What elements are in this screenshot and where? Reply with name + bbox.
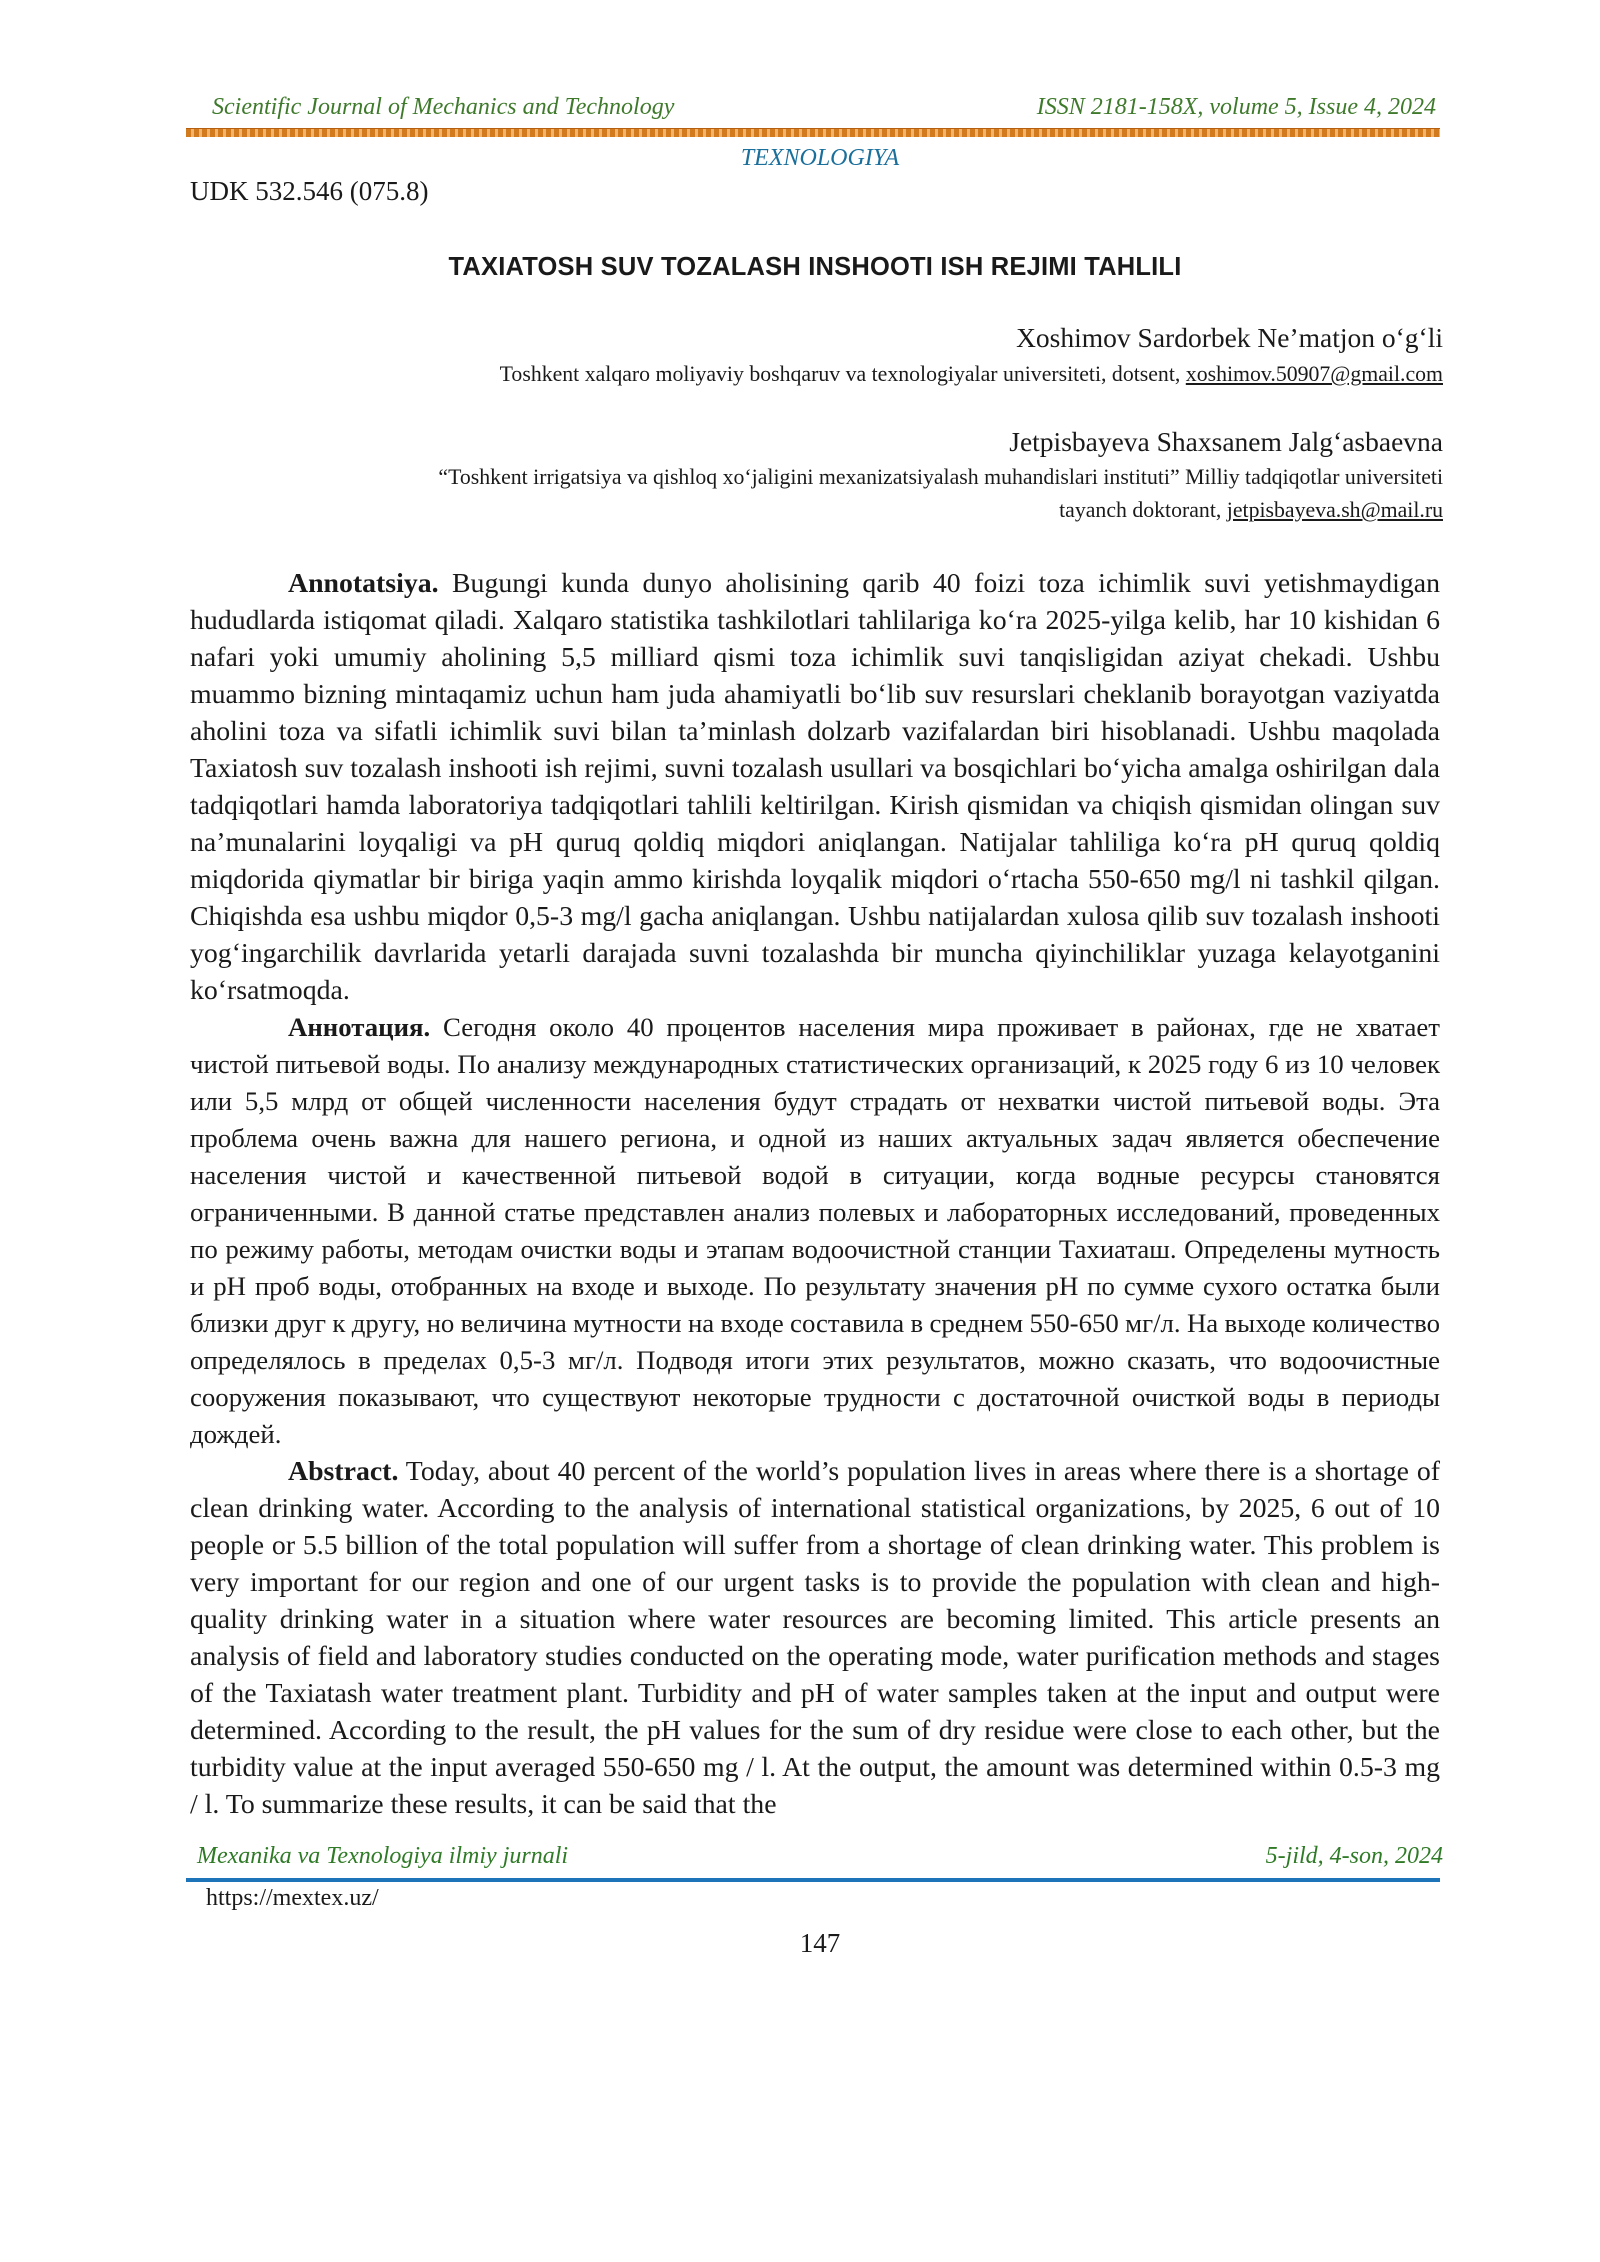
abstract-english [190, 1453, 1440, 1823]
abstract-text: Bugungi kunda dunyo aholisining qarib 40 foizi toza ichimlik suvi yetishmaydigan hududlarda istiqomat qiladi. Xalqaro statistika tashkilotlari tahlilariga ko‘ra 2025-yilga kelib, har 10 kishidan 6 nafari yoki umumiy aholining 5,5 milliard qismi toza ichimlik suvi tanqisligidan aziyat chekadi. Ushbu muammo bizning mintaqamiz uchun ham juda ahamiyatli bo‘lib suv resurslari cheklanib borayotgan vaziyatda aholini toza va sifatli ichimlik suvi bilan ta’minlash dolzarb vazifalardan biri hisoblanadi. Ushbu maqolada Taxiatosh suv tozalash inshooti ish rejimi, suvni tozalash usullari va bosqichlari bo‘yicha amalga oshirilgan dala tadqiqotlari hamda laboratoriya tadqiqotlari tahlili keltirilgan. Kirish qismidan va chiqish qismidan olingan suv na’munalarini loyqaligi va pH quruq qoldiq miqdori aniqlangan. Natijalar tahliliga ko‘ra pH quruq qoldiq miqdorida qiymatlar bir biriga yaqin ammo kirishda loyqalik miqdori o‘rtacha 550-650 mg/l ni tashkil qilgan. Chiqishda esa ushbu miqdor 0,5-3 mg/l gacha aniqlangan. Ushbu natijalardan xulosa qilib suv tozalash inshooti yog‘ingarchilik davrlarida yetarli darajada suvni tozalashda bir muncha qiyinchiliklar yuzaga kelayotganini ko‘rsatmoqda. [190, 568, 1440, 1006]
abstract-text: Today, about 40 percent of the world’s population lives in areas where there is a shortage of clean drinking water. According to the analysis of international statistical organizations, by 2025, 6 out of 10 people or 5.5 billion of the total population will suffer from a shortage of clean drinking water. This problem is very important for our region and one of our urgent tasks is to provide the population with clean and high-quality drinking water in a situation where water resources are becoming limited. This article presents an analysis of field and laboratory studies conducted on the operating mode, water purification methods and stages of the Taxiatash water treatment plant. Turbidity and pH of water samples taken at the input and output were determined. According to the result, the pH values for the sum of dry residue were close to each other, but the turbidity value at the input averaged 550-650 mg / l. At the output, the amount was determined within 0.5-3 mg / l. To summarize these results, it can be said that the [190, 1456, 1440, 1820]
header-journal-name: Scientific Journal of Mechanics and Technology [212, 94, 675, 120]
footer-divider [186, 1878, 1440, 1882]
author-email-link[interactable]: jetpisbayeva.sh@mail.ru [1226, 498, 1443, 522]
author-affiliation-2 [438, 461, 1443, 527]
header-divider [186, 128, 1440, 137]
journal-url-link[interactable]: https://mextex.uz/ [206, 1885, 379, 1911]
article-title: TAXIATOSH SUV TOZALASH INSHOOTI ISH REJIMI TAHLILI [448, 253, 1182, 281]
affiliation-text: Toshkent xalqaro moliyaviy boshqaruv va texnologiyalar universiteti, dotsent, [499, 362, 1181, 386]
header-issn: ISSN 2181-158X, volume 5, Issue 4, 2024 [1036, 94, 1436, 120]
footer-journal-name: Mexanika va Texnologiya ilmiy jurnali [197, 1843, 569, 1869]
abstract-label: Аннотация. [288, 1012, 431, 1042]
abstract-russian [190, 1009, 1440, 1453]
udk-code: UDK 532.546 (075.8) [190, 176, 429, 206]
abstract-text: Сегодня около 40 процентов населения мира проживает в районах, где не хватает чистой питьевой воды. По анализу международных статистических организаций, к 2025 году 6 из 10 человек или 5,5 млрд от общей численности населения будут страдать от нехватки чистой питьевой воды. Эта проблема очень важна для нашего региона, и одной из наших актуальных задач является обеспечение населения чистой и качественной питьевой водой в ситуации, когда водные ресурсы становятся ограниченными. В данной статье представлен анализ полевых и лабораторных исследований, проведенных по режиму работы, методам очистки воды и этапам водоочистной станции Тахиаташ. Определены мутность и pH проб воды, отобранных на входе и выходе. По результату значения pH по сумме сухого остатка были близки друг к другу, но величина мутности на входе составила в среднем 550-650 мг/л. На выходе количество определялось в пределах 0,5-3 мг/л. Подводя итоги этих результатов, можно сказать, что водоочистные сооружения показывают, что существуют некоторые трудности с достаточной очисткой воды в периоды дождей. [190, 1012, 1441, 1449]
abstract-label: Abstract. [288, 1456, 399, 1487]
abstract-uzbek [190, 565, 1440, 1009]
footer-issue: 5-jild, 4-son, 2024 [1265, 1843, 1443, 1869]
article-body [190, 565, 1440, 1823]
author-name-2: Jetpisbayeva Shaxsanem Jalg‘asbaevna [1009, 426, 1443, 457]
page-number: 147 [799, 1928, 841, 1958]
affiliation-text: “Toshkent irrigatsiya va qishloq xo‘jaligini mexanizatsiyalash muhandislari instituti” Milliy tadqiqotlar universiteti [438, 465, 1443, 489]
author-affiliation-1 [500, 358, 1443, 391]
affiliation-status: tayanch doktorant, [1059, 498, 1222, 522]
affiliation-status-line [438, 494, 1443, 527]
abstract-label: Annotatsiya. [288, 568, 439, 599]
author-email-link[interactable]: xoshimov.50907@gmail.com [1185, 362, 1443, 386]
section-heading: TEXNOLOGIYA [740, 145, 900, 171]
author-name-1: Xoshimov Sardorbek Ne’matjon o‘g‘li [1016, 322, 1443, 353]
